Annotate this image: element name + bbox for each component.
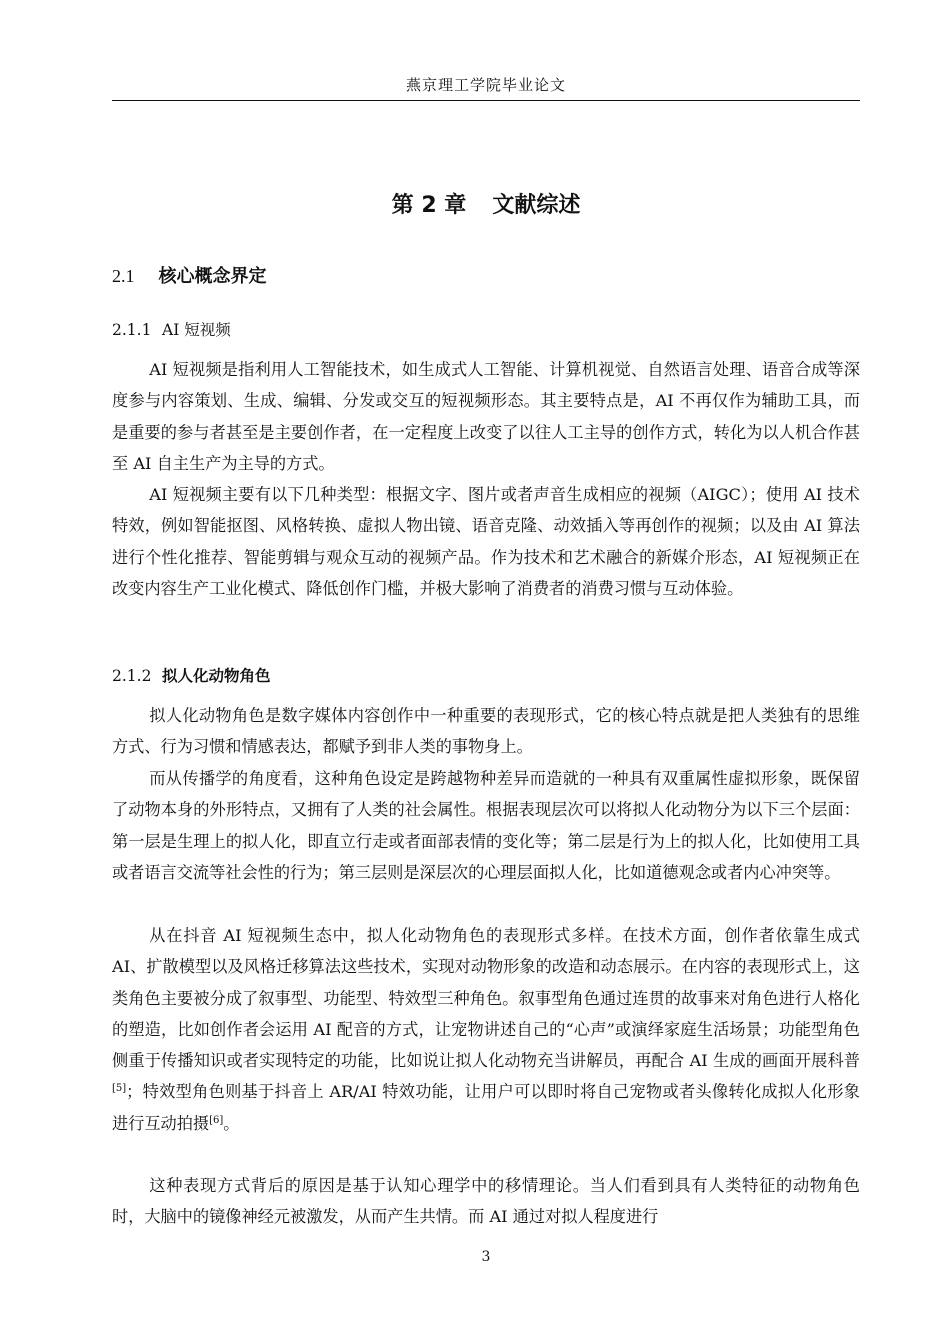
paragraph-douyin-forms <box>112 920 860 1139</box>
subsection-number: 2.1.2 <box>112 667 152 685</box>
paragraph-communication-view: 而从传播学的角度看，这种角色设定是跨越物种差异而造就的一种具有双重属性虚拟形象，既保留了动物本身的外形特点，又拥有了人类的社会属性。根据表现层次可以将拟人化动物分为以下三个层面：第一层是生理上的拟人化，即直立行走或者面部表情的变化等；第二层是行为上的拟人化，比如使用工具或者语言交流等社会性的行为；第三层则是深层次的心理层面拟人化，比如道德观念或者内心冲突等。 <box>112 769 860 882</box>
paragraph-ai-video-types: AI 短视频主要有以下几种类型：根据文字、图片或者声音生成相应的视频（AIGC）；使用 AI 技术特效，例如智能抠图、风格转换、虚拟人物出镜、语音克隆、动效插入等再创作的视频；以及由 AI 算法进行个性化推荐、智能剪辑与观众互动的视频产品。作为技术和艺术融合的新媒介形态，AI 短视频正在改变内容生产工业化模式、降低创作门槛，并极大影响了消费者的消费习惯与互动体验。 <box>112 485 860 598</box>
subsection-heading-2-1-2 <box>112 664 271 686</box>
header-rule <box>112 100 860 101</box>
subsection-title: AI 短视频 <box>162 321 231 339</box>
subsection-heading-2-1-1 <box>112 318 231 340</box>
citation-ref[interactable]: [6] <box>209 1114 224 1126</box>
paragraph-empathy-theory: 这种表现方式背后的原因是基于认知心理学中的移情理论。当人们看到具有人类特征的动物角色时，大脑中的镜像神经元被激发，从而产生共情。而 AI 通过对拟人程度进行 <box>112 1176 860 1227</box>
paragraph-anthropomorphic-definition: 拟人化动物角色是数字媒体内容创作中一种重要的表现形式，它的核心特点就是把人类独有的思维方式、行为习惯和情感表达，都赋予到非人类的事物身上。 <box>112 706 860 757</box>
paragraph-text: ；特效型角色则基于抖音上 AR/AI 特效功能，让用户可以即时将自己宠物或者头像转化成拟人化形象进行互动拍摄 <box>112 1082 860 1133</box>
paragraph-text: 。 <box>223 1113 240 1133</box>
section-title-text: 核心概念界定 <box>158 266 267 287</box>
section-number: 2.1 <box>112 266 135 286</box>
section-heading <box>112 262 267 288</box>
citation-ref[interactable]: [5] <box>112 1083 127 1095</box>
chapter-number: 第 2 章 <box>391 193 467 218</box>
chapter-name: 文献综述 <box>492 193 581 218</box>
subsection-number: 2.1.1 <box>112 321 152 339</box>
paragraph-ai-video-definition: AI 短视频是指利用人工智能技术，如生成式人工智能、计算机视觉、自然语言处理、语音合成等深度参与内容策划、生成、编辑、分发或交互的短视频形态。其主要特点是，AI 不再仅作为辅助工具，而是重要的参与者甚至是主要创作者，在一定程度上改变了以往人工主导的创作方式，转化为以人机合作甚至 AI 自主生产为主导的方式。 <box>112 360 860 473</box>
running-header: 燕京理工学院毕业论文 <box>405 76 566 94</box>
chapter-title <box>112 188 860 219</box>
page-number: 3 <box>481 1249 491 1265</box>
subsection-title: 拟人化动物角色 <box>162 667 271 685</box>
paragraph-text: 从在抖音 AI 短视频生态中，拟人化动物角色的表现形式多样。在技术方面，创作者依靠生成式 AI、扩散模型以及风格迁移算法这些技术，实现对动物形象的改造和动态展示。在内容的表现形式上，这类角色主要被分成了叙事型、功能型、特效型三种角色。叙事型角色通过连贯的故事来对角色进行人格化的塑造，比如创作者会运用 AI 配音的方式，让宠物讲述自己的“心声”或演绎家庭生活场景；功能型角色侧重于传播知识或者实现特定的功能，比如说让拟人化动物充当讲解员，再配合 AI 生成的画面开展科普 <box>112 926 860 1071</box>
